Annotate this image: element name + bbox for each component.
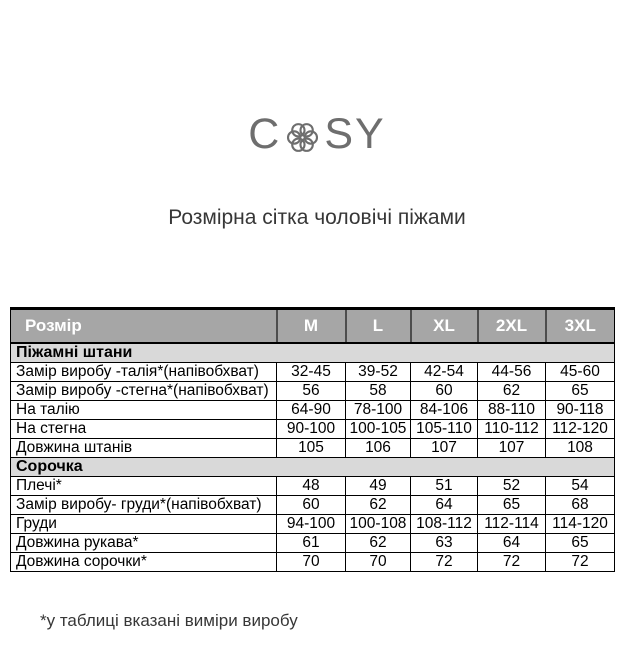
cell-value: 100-105 xyxy=(346,420,411,439)
cell-value: 39-52 xyxy=(346,363,411,382)
size-column-header-xl: XL xyxy=(411,309,478,344)
size-column-header-l: L xyxy=(346,309,411,344)
measurements-footnote: *у таблиці вказані виміри виробу xyxy=(40,611,298,630)
cell-value: 72 xyxy=(478,553,546,572)
cell-value: 49 xyxy=(346,477,411,496)
table-row xyxy=(11,439,615,458)
cell-value: 94-100 xyxy=(277,515,346,534)
cell-value: 62 xyxy=(346,534,411,553)
size-header-label: Розмір xyxy=(11,309,277,344)
cell-value: 90-118 xyxy=(546,401,615,420)
table-row xyxy=(11,515,615,534)
cell-value: 62 xyxy=(478,382,546,401)
table-row xyxy=(11,496,615,515)
row-label: Замір виробу- груди*(напівобхват) xyxy=(11,496,277,515)
cell-value: 105-110 xyxy=(411,420,478,439)
cell-value: 112-120 xyxy=(546,420,615,439)
cell-value: 51 xyxy=(411,477,478,496)
cell-value: 62 xyxy=(346,496,411,515)
cell-value: 110-112 xyxy=(478,420,546,439)
section-title-shirt: Сорочка xyxy=(11,458,615,477)
cell-value: 44-56 xyxy=(478,363,546,382)
flower-knot-icon xyxy=(284,119,321,156)
row-label: Довжина штанів xyxy=(11,439,277,458)
cell-value: 65 xyxy=(546,534,615,553)
page-title: Розмірна сітка чоловічі піжами xyxy=(168,206,466,229)
row-label: На стегна xyxy=(11,420,277,439)
row-label: На талію xyxy=(11,401,277,420)
cell-value: 65 xyxy=(478,496,546,515)
cell-value: 63 xyxy=(411,534,478,553)
cell-value: 61 xyxy=(277,534,346,553)
cell-value: 56 xyxy=(277,382,346,401)
cell-value: 70 xyxy=(277,553,346,572)
row-label: Плечі* xyxy=(11,477,277,496)
cell-value: 54 xyxy=(546,477,615,496)
table-row xyxy=(11,534,615,553)
row-label: Замір виробу -талія*(напівобхват) xyxy=(11,363,277,382)
brand-logo-prefix: C xyxy=(248,109,282,158)
cell-value: 48 xyxy=(277,477,346,496)
cell-value: 107 xyxy=(478,439,546,458)
table-row xyxy=(11,363,615,382)
row-label: Довжина сорочки* xyxy=(11,553,277,572)
section-header-row xyxy=(11,343,615,363)
table-row xyxy=(11,477,615,496)
cell-value: 107 xyxy=(411,439,478,458)
cell-value: 58 xyxy=(346,382,411,401)
cell-value: 100-108 xyxy=(346,515,411,534)
size-column-header-2xl: 2XL xyxy=(478,309,546,344)
table-row xyxy=(11,382,615,401)
size-header-row xyxy=(11,309,615,344)
row-label: Замір виробу -стегна*(напівобхват) xyxy=(11,382,277,401)
cell-value: 60 xyxy=(411,382,478,401)
cell-value: 60 xyxy=(277,496,346,515)
cell-value: 70 xyxy=(346,553,411,572)
table-row xyxy=(11,420,615,439)
table-row xyxy=(11,401,615,420)
cell-value: 105 xyxy=(277,439,346,458)
cell-value: 84-106 xyxy=(411,401,478,420)
row-label: Груди xyxy=(11,515,277,534)
cell-value: 112-114 xyxy=(478,515,546,534)
size-column-header-m: M xyxy=(277,309,346,344)
cell-value: 114-120 xyxy=(546,515,615,534)
cell-value: 88-110 xyxy=(478,401,546,420)
row-label: Довжина рукава* xyxy=(11,534,277,553)
cell-value: 45-60 xyxy=(546,363,615,382)
section-header-row xyxy=(11,458,615,477)
cell-value: 32-45 xyxy=(277,363,346,382)
cell-value: 108-112 xyxy=(411,515,478,534)
cell-value: 72 xyxy=(546,553,615,572)
cell-value: 68 xyxy=(546,496,615,515)
size-column-header-3xl: 3XL xyxy=(546,309,615,344)
brand-logo-suffix: SY xyxy=(324,109,386,158)
cell-value: 106 xyxy=(346,439,411,458)
cell-value: 64-90 xyxy=(277,401,346,420)
size-table xyxy=(10,307,615,572)
table-row xyxy=(11,553,615,572)
cell-value: 42-54 xyxy=(411,363,478,382)
cell-value: 65 xyxy=(546,382,615,401)
cell-value: 64 xyxy=(411,496,478,515)
cell-value: 108 xyxy=(546,439,615,458)
brand-logo xyxy=(0,110,634,158)
section-title-pants: Піжамні штани xyxy=(11,343,615,363)
cell-value: 90-100 xyxy=(277,420,346,439)
cell-value: 72 xyxy=(411,553,478,572)
cell-value: 78-100 xyxy=(346,401,411,420)
cell-value: 52 xyxy=(478,477,546,496)
cell-value: 64 xyxy=(478,534,546,553)
